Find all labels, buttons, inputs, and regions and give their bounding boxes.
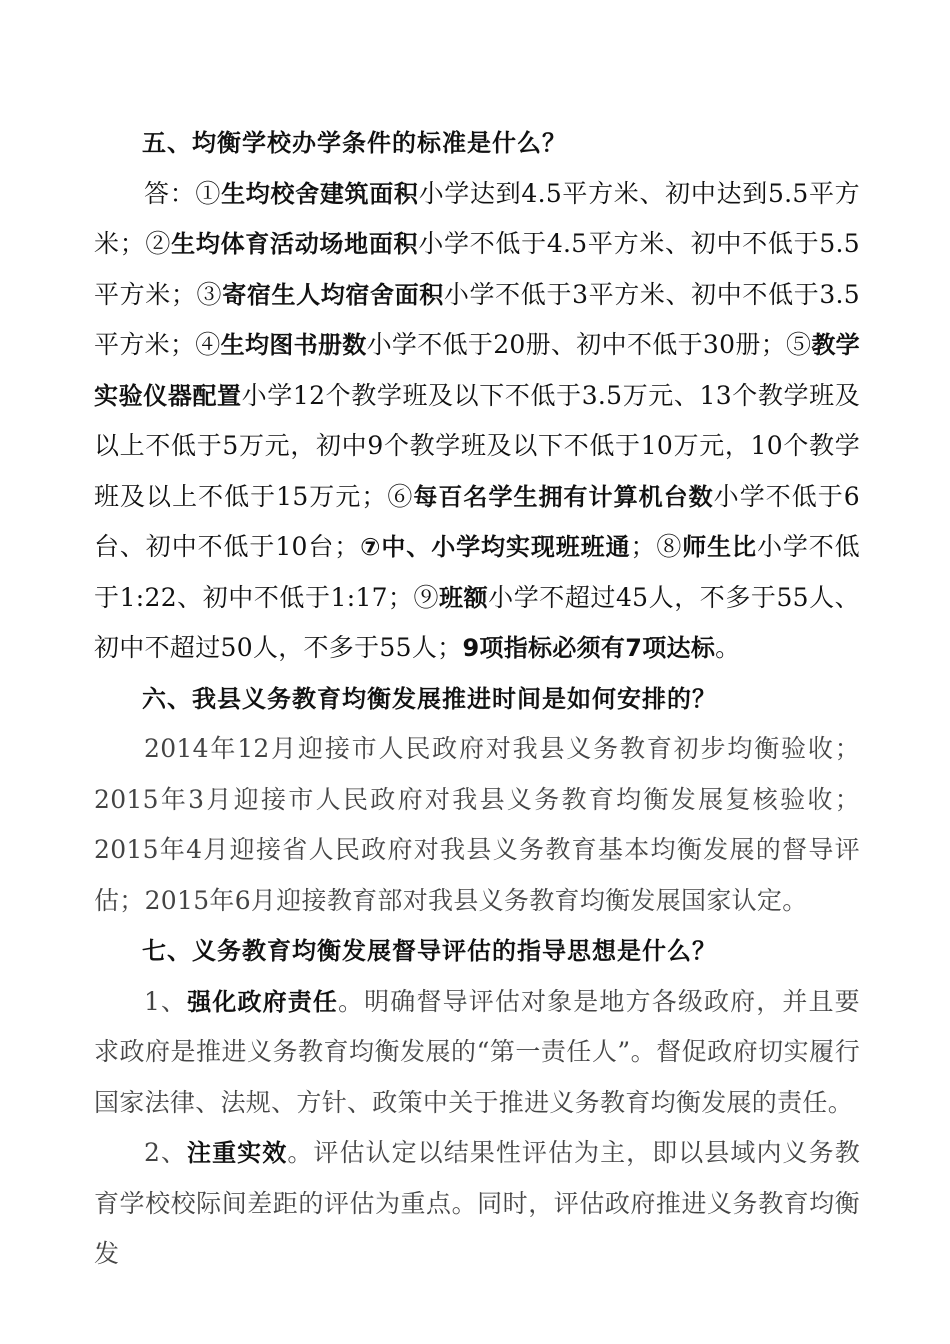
answer-indicator-bold: ⑦中、小学均实现班班通 (359, 533, 631, 561)
answer-text: 小学12个教学班及以下不低于3.5万元、13个教学班及以上不低于5万元，初中9个教学班及以下不低于10万元，10个教学班及以上不低于15万元；⑥ (94, 380, 860, 511)
section-5-answer (94, 169, 860, 674)
answer-text: 小学不低于6台、初中不低于10台； (94, 481, 860, 561)
answer-indicator-bold: 师生比 (682, 533, 757, 561)
answer-text: 小学达到4.5平方米、初中达到5.5平方米；② (94, 178, 860, 258)
answer-text: 小学不低于20册、初中不低于30册；⑤ (366, 330, 812, 359)
item-2-text: 。评估认定以结果性评估为主，即以县域内义务教育学校校际间差距的评估为重点。同时，评估政府推进义务教育均衡发 (94, 1138, 860, 1268)
answer-indicator-bold: 生均校舍建筑面积 (221, 179, 419, 208)
answer-indicator-bold: 9项指标必须有7项达标 (462, 634, 716, 662)
answer-text: ；⑧ (630, 532, 683, 561)
answer-text: 小学不低于4.5平方米、初中不低于5.5平方米；③ (94, 229, 860, 309)
item-2-title: 注重实效 (187, 1139, 288, 1167)
answer-indicator-bold: 班额 (439, 583, 489, 612)
answer-text: 小学不超过45人，不多于55人、初中不超过50人，不多于55人； (94, 582, 860, 662)
answer-indicator-bold: 每百名学生拥有计算机台数 (413, 482, 714, 511)
section-7-heading: 七、义务教育均衡发展督导评估的指导思想是什么？ (142, 937, 717, 965)
answer-text: 小学不低于3平方米、初中不低于3.5平方米；④ (94, 279, 860, 359)
answer-indicator-bold: 生均体育活动场地面积 (171, 230, 419, 258)
item-1-number: 1、 (144, 986, 188, 1016)
section-7-item-1 (94, 977, 860, 1129)
answer-indicator-bold: 生均图书册数 (220, 331, 367, 359)
answer-text: 答：① (144, 178, 222, 208)
answer-indicator-bold: 寄宿生人均宿舍面积 (222, 280, 444, 309)
item-1-title: 强化政府责任 (187, 987, 339, 1016)
answer-text: 。 (715, 633, 741, 662)
document-body (94, 118, 860, 1280)
section-5-heading: 五、均衡学校办学条件的标准是什么？ (142, 129, 567, 157)
item-2-number: 2、 (144, 1138, 188, 1167)
section-6-body: 2014年12月迎接市人民政府对我县义务教育初步均衡验收；2015年3月迎接市人民政府对我县义务教育均衡发展复核验收；2015年4月迎接省人民政府对我县义务教育基本均衡发展的督导评估；2015年6月迎接教育部对我县义务教育均衡发展国家认定。 (94, 734, 860, 915)
answer-text: 小学不低于1:22、初中不低于1:17；⑨ (94, 532, 860, 612)
section-7-item-2 (94, 1128, 860, 1280)
item-1-text: 。明确督导评估对象是地方各级政府，并且要求政府是推进义务教育均衡发展的“第一责任人”。督促政府切实履行国家法律、法规、方针、政策中关于推进义务教育均衡发展的责任。 (94, 986, 860, 1117)
section-6-heading: 六、我县义务教育均衡发展推进时间是如何安排的？ (142, 684, 717, 713)
answer-indicator-bold: 教学实验仪器配置 (94, 331, 860, 410)
